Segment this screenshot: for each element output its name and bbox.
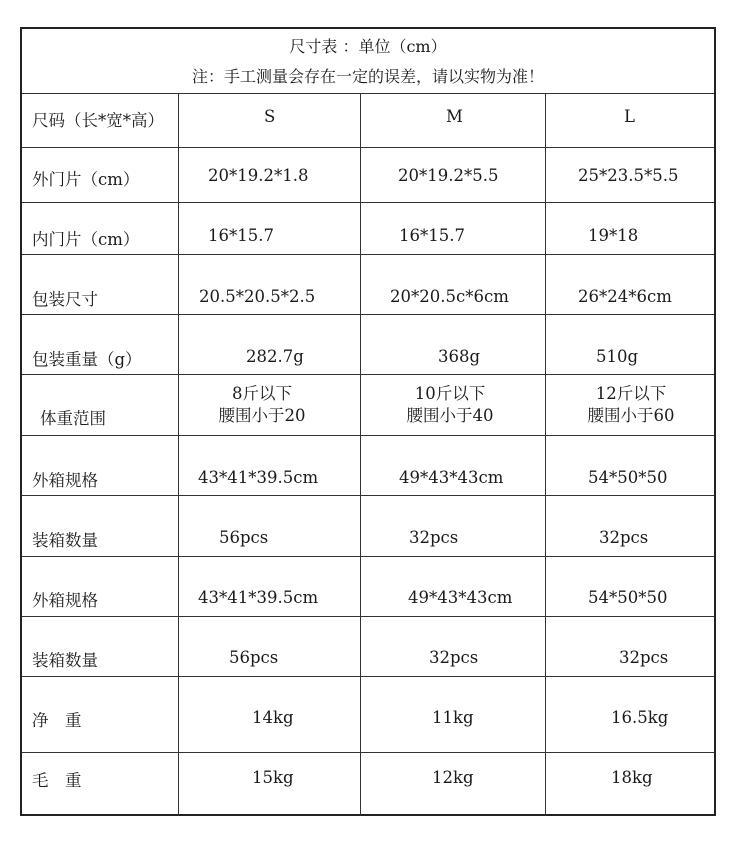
row-label: 包装重量（g）: [32, 350, 142, 369]
cell-l: 19*18: [588, 226, 639, 245]
waist-limit: 腰围小于20: [218, 406, 306, 425]
row-label: 毛 重: [32, 771, 82, 790]
cell-m: 11kg: [432, 708, 474, 727]
row-label: 装箱数量: [32, 531, 98, 550]
size-chart-table: [20, 27, 716, 816]
cell-s: 282.7g: [246, 347, 304, 366]
cell-m: 20*19.2*5.5: [398, 166, 499, 185]
cell-l: 32pcs: [619, 648, 669, 667]
cell-s: 56pcs: [229, 648, 279, 667]
row-label: 净 重: [32, 711, 82, 730]
column-header-l: L: [624, 107, 635, 126]
row-divider: [22, 314, 714, 315]
cell-s: 14kg: [252, 708, 294, 727]
cell-m: 368g: [438, 347, 481, 366]
table-title: 尺寸表 ：单位（cm）: [289, 37, 447, 56]
cell-s: 16*15.7: [208, 226, 274, 245]
cell-l: 54*50*50: [588, 468, 668, 487]
row-divider: [22, 676, 714, 677]
cell-l: 25*23.5*5.5: [578, 166, 679, 185]
weight-limit: 8斤以下: [232, 384, 292, 403]
row-divider: [22, 202, 714, 203]
cell-m: 12kg: [432, 768, 474, 787]
row-divider: [22, 556, 714, 557]
column-header-size: 尺码（长*宽*高）: [32, 111, 164, 130]
weight-limit: 10斤以下: [414, 384, 486, 403]
cell-m: [400, 383, 500, 427]
measurement-note: 注：手工测量会存在一定的误差，请以实物为准！: [191, 67, 544, 86]
row-label: 内门片（cm）: [32, 230, 140, 249]
row-divider: [22, 374, 714, 375]
cell-m: 20*20.5c*6cm: [390, 287, 509, 306]
cell-l: 32pcs: [599, 528, 649, 547]
cell-l: 26*24*6cm: [578, 287, 672, 306]
cell-s: 43*41*39.5cm: [198, 588, 319, 607]
row-label: 外箱规格: [32, 471, 98, 490]
cell-l: 16.5kg: [611, 708, 669, 727]
cell-s: [212, 383, 312, 427]
cell-s: 20.5*20.5*2.5: [199, 287, 316, 306]
cell-m: 32pcs: [409, 528, 459, 547]
cell-s: 15kg: [252, 768, 294, 787]
cell-s: 43*41*39.5cm: [198, 468, 319, 487]
row-divider: [22, 147, 714, 148]
cell-l: 18kg: [611, 768, 653, 787]
cell-s: 56pcs: [219, 528, 269, 547]
table-header: [22, 29, 714, 94]
row-divider: [22, 435, 714, 436]
column-header-m: M: [446, 107, 463, 126]
row-label: 体重范围: [40, 409, 106, 428]
row-label: 包装尺寸: [32, 290, 98, 309]
cell-l: [581, 383, 681, 427]
row-divider: [22, 752, 714, 753]
waist-limit: 腰围小于60: [587, 406, 675, 425]
cell-m: 32pcs: [429, 648, 479, 667]
cell-l: 54*50*50: [588, 588, 668, 607]
row-divider: [22, 616, 714, 617]
cell-l: 510g: [596, 347, 639, 366]
cell-s: 20*19.2*1.8: [208, 166, 309, 185]
cell-m: 16*15.7: [399, 226, 465, 245]
row-label: 外箱规格: [32, 591, 98, 610]
row-divider: [22, 495, 714, 496]
column-header-s: S: [264, 107, 276, 126]
weight-limit: 12斤以下: [595, 384, 667, 403]
row-label: 装箱数量: [32, 651, 98, 670]
cell-m: 49*43*43cm: [408, 588, 513, 607]
row-divider: [22, 254, 714, 255]
row-label: 外门片（cm）: [32, 170, 140, 189]
cell-m: 49*43*43cm: [399, 468, 504, 487]
waist-limit: 腰围小于40: [406, 406, 494, 425]
